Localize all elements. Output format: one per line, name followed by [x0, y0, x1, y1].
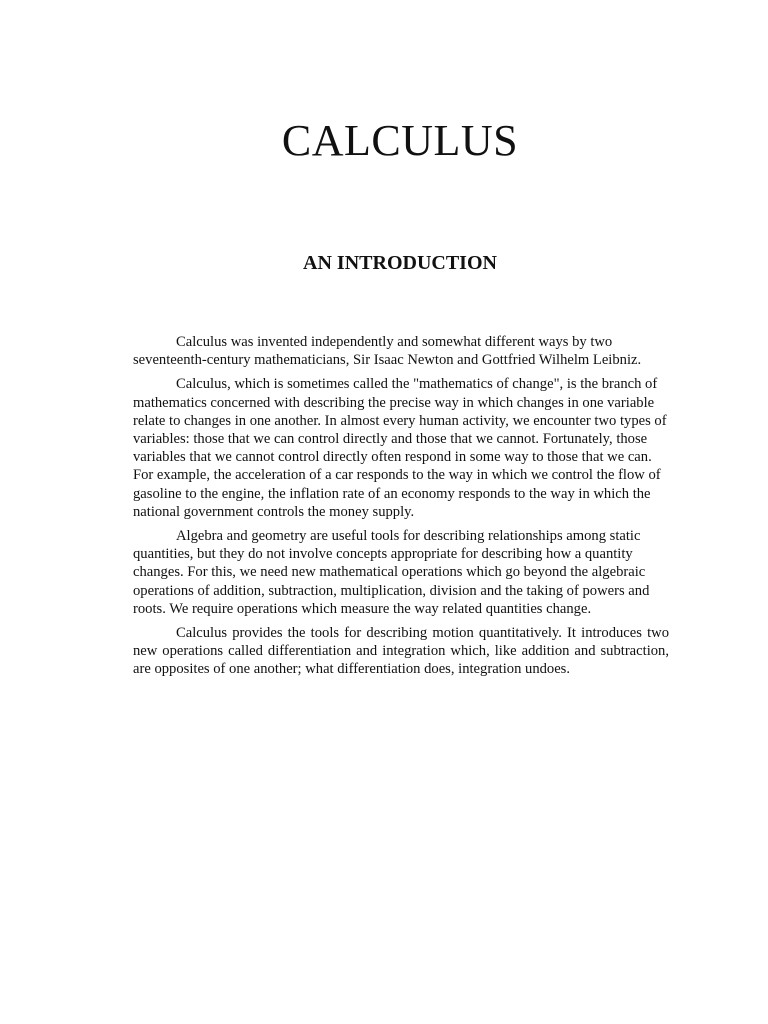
paragraph-2: Calculus, which is sometimes called the "mathematics of change", is the branch of mathematics concerned with describing the precise way in which changes in one variable relate to changes in one another. In almost every human activity, we encounter two types of variables: those that we can control directly and those that we cannot. Fortunately, those variables that we cannot control directly often respond in some way to those that we can. For example, the acceleration of a car responds to the way in which we control the flow of gasoline to the engine, the inflation rate of an economy responds to the way in which the national government controls the money supply. [133, 376, 667, 520]
paragraph-3: Algebra and geometry are useful tools for describing relationships among static quantities, but they do not involve concepts appropriate for describing how a quantity changes. For this, we need new mathematical operations which go beyond the algebraic operations of addition, subtraction, multiplication, division and the taking of powers and roots. We require operations which measure the way related quantities change. [133, 528, 650, 617]
document-body [133, 333, 669, 685]
paragraph-1: Calculus was invented independently and somewhat different ways by two seventeenth-century mathematicians, Sir Isaac Newton and Gottfried Wilhelm Leibniz. [133, 334, 642, 369]
document-title: CALCULUS [281, 116, 519, 165]
paragraph-4: Calculus provides the tools for describing motion quantitatively. It introduces two new operations called differentiation and integration which, like addition and subtraction, are opposites of one another; what differentiation does, integration undoes. [133, 625, 669, 678]
document-subtitle: AN INTRODUCTION [303, 252, 497, 274]
